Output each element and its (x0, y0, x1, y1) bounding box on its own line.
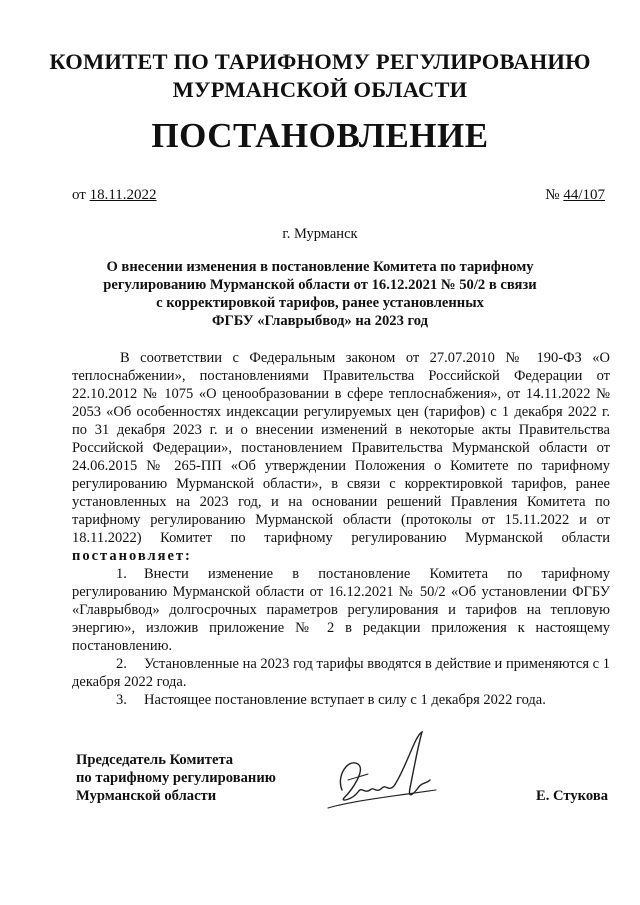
subject-line-3: с корректировкой тарифов, ранее установленных (156, 295, 484, 311)
decree-word: постановляет: (72, 548, 192, 564)
subject-line-4: ФГБУ «Главрыбвод» на 2023 год (211, 313, 429, 329)
item-number: 1. (116, 566, 127, 582)
list-item (72, 565, 610, 655)
item-text: Внести изменение в постановление Комитета по тарифному регулированию Мурманской области от 16.12.2021 № 50/2 «Об установлении ФГБУ «Главрыбвод» долгосрочных параметров регулирования и тарифов на тепловую энергию», изложив приложение № 2 в редакции приложения к настоящему постановлению. (72, 566, 610, 654)
subject-line-2: регулированию Мурманской области от 16.12.2021 № 50/2 в связи (103, 277, 537, 293)
list-item (72, 691, 610, 709)
organization-line-2: МУРМАНСКОЙ ОБЛАСТИ (172, 77, 468, 102)
signer-position (76, 751, 276, 805)
organization-name (0, 48, 640, 104)
city: г. Мурманск (282, 226, 358, 242)
document-type: ПОСТАНОВЛЕНИЕ (151, 116, 489, 155)
number-value: 44/107 (563, 187, 605, 203)
item-text: Установленные на 2023 год тарифы вводятся в действие и применяются с 1 декабря 2022 года. (72, 656, 610, 690)
document-date (72, 187, 157, 204)
document-subject (60, 258, 580, 330)
document-number (545, 187, 605, 204)
item-number: 3. (116, 692, 127, 708)
list-item (72, 655, 610, 691)
preamble-paragraph (72, 349, 610, 565)
item-text: Настоящее постановление вступает в силу с 1 декабря 2022 года. (144, 692, 546, 708)
signer-position-line-3: Мурманской области (76, 788, 217, 804)
date-value: 18.11.2022 (89, 187, 157, 203)
number-prefix: № (545, 187, 564, 203)
handwritten-signature (318, 728, 448, 823)
preamble-text: В соответствии с Федеральным законом от 27.07.2010 № 190-ФЗ «О теплоснабжении», постановлениями Правительства Российской Федерации от 22.10.2012 № 1075 «О ценообразовании в сфере теплоснабжения», от 14.11.2022 № 2053 «Об особенностях индексации регулируемых цен (тарифов) с 1 декабря 2022 г. по 31 декабря 2023 г. и о внесении изменений в некоторые акты Правительства Российской Федерации», постановлением Правительства Мурманской области от 24.06.2015 № 265-ПП «Об утверждении Положения о Комитете по тарифному регулированию Мурманской области», в связи с корректировкой тарифов, ранее установленных на 2023 год, и на основании решений Правления Комитета по тарифному регулированию Мурманской области (протоколы от 15.11.2022 и от 18.11.2022) Комитет по тарифному регулированию Мурманской области (72, 350, 610, 546)
document-body (72, 349, 610, 709)
signer-position-line-1: Председатель Комитета (76, 752, 234, 768)
item-number: 2. (116, 656, 127, 672)
date-prefix: от (72, 187, 90, 203)
signer-position-line-2: по тарифному регулированию (76, 770, 276, 786)
subject-line-1: О внесении изменения в постановление Комитета по тарифному (106, 259, 534, 275)
organization-line-1: КОМИТЕТ ПО ТАРИФНОМУ РЕГУЛИРОВАНИЮ (49, 49, 591, 74)
signer-name: Е. Стукова (536, 788, 608, 804)
